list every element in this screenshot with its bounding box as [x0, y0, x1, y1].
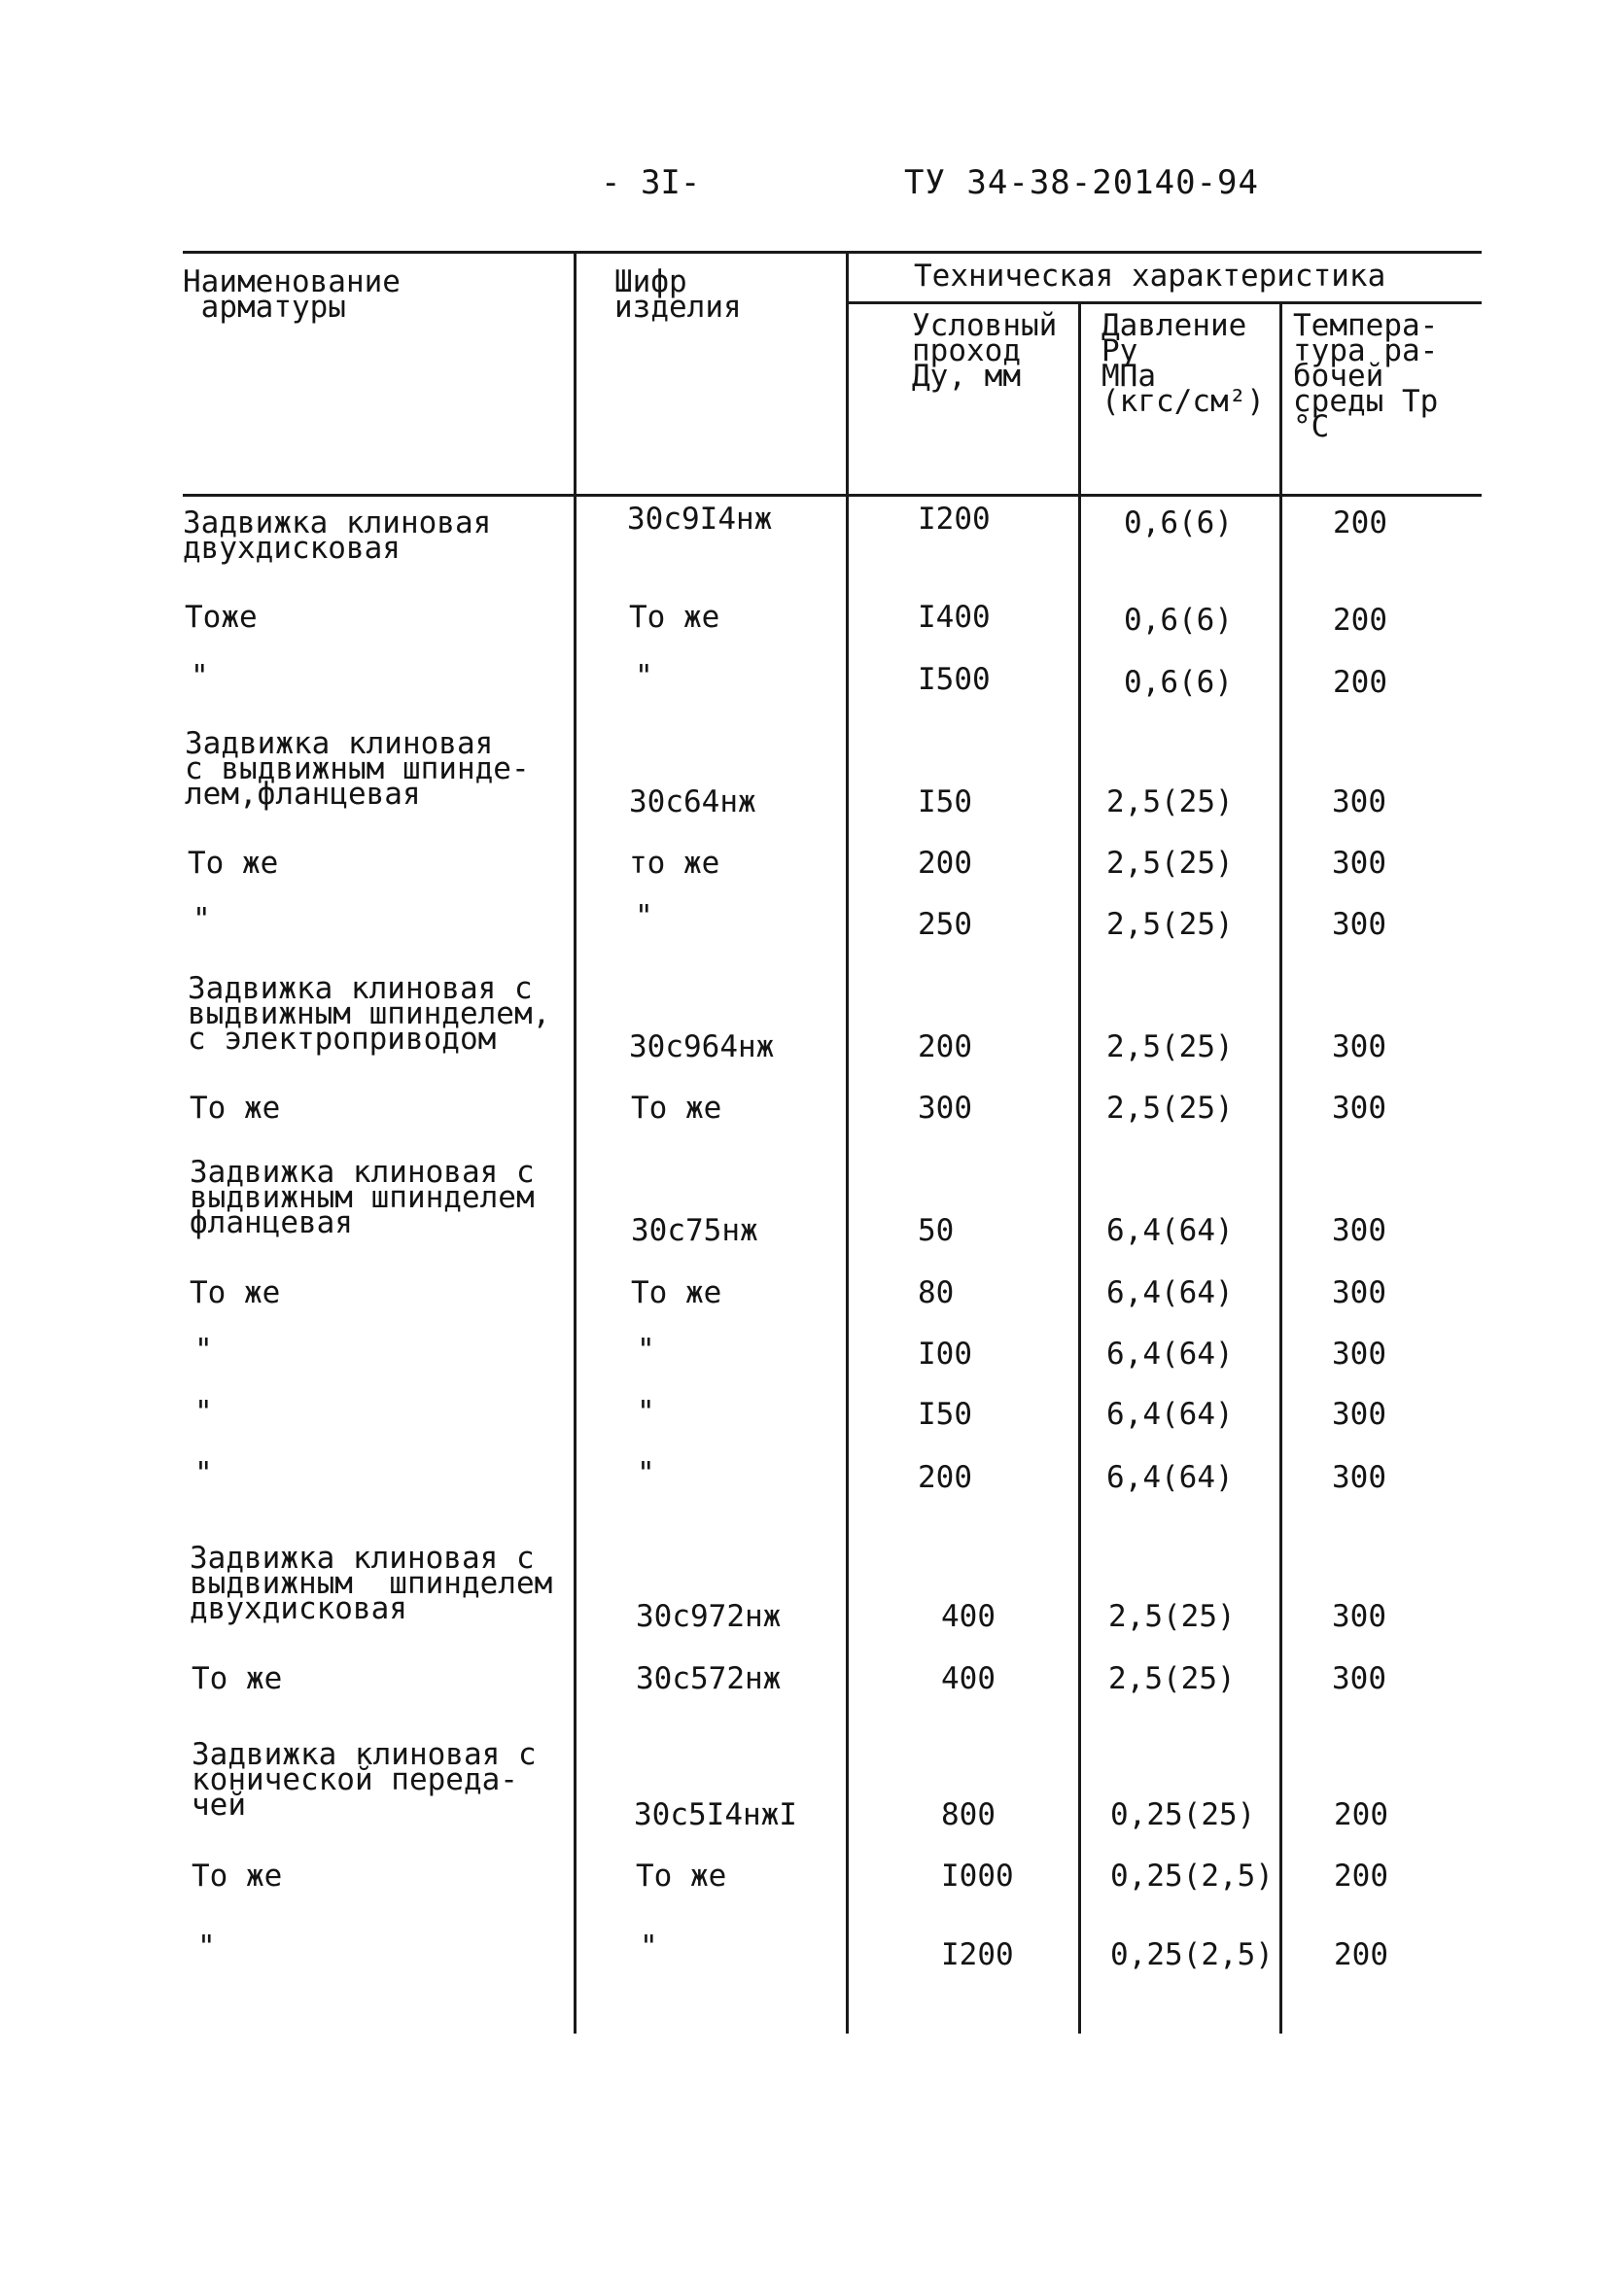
row-14-pressure: 2,5(25)	[1108, 1599, 1236, 1634]
row-16-pressure: 0,25(25)	[1110, 1797, 1256, 1832]
row-14-temperature: 300	[1332, 1599, 1386, 1634]
row-3-code: "	[635, 659, 653, 694]
row-8-temperature: 300	[1332, 1091, 1386, 1126]
row-7-name: Задвижка клиновая с выдвижным шпинделем, с электроприводом	[188, 971, 551, 1057]
row-18-dn: I200	[941, 1937, 1014, 1972]
header-pressure: Давление Ру МПа (кгс/см²)	[1101, 308, 1265, 419]
row-16-name: Задвижка клиновая с конической переда- чей	[192, 1737, 537, 1823]
row-16-dn: 800	[941, 1797, 996, 1832]
row-12-pressure: 6,4(64)	[1106, 1397, 1234, 1432]
row-17-name: То же	[192, 1859, 283, 1894]
row-15-temperature: 300	[1332, 1661, 1386, 1696]
row-12-name: "	[194, 1395, 213, 1430]
row-9-dn: 50	[918, 1213, 955, 1248]
row-10-code: То же	[631, 1275, 722, 1310]
row-9-temperature: 300	[1332, 1213, 1386, 1248]
row-11-pressure: 6,4(64)	[1106, 1337, 1234, 1372]
row-6-name: "	[192, 902, 211, 937]
row-2-name: Тоже	[185, 600, 258, 635]
row-15-code: 30с572нж	[636, 1661, 782, 1696]
row-2-code: То же	[629, 600, 720, 635]
row-13-pressure: 6,4(64)	[1106, 1460, 1234, 1495]
row-1-code: 30с9I4нж	[627, 502, 773, 537]
row-5-dn: 200	[918, 846, 972, 881]
row-14-name: Задвижка клиновая с выдвижным шпинделем двухдисковая	[190, 1541, 553, 1626]
row-3-pressure: 0,6(6)	[1124, 665, 1233, 700]
col-divider-3	[1078, 301, 1081, 2034]
header-code: Шифр изделия	[614, 264, 742, 325]
row-16-temperature: 200	[1334, 1797, 1388, 1832]
row-2-pressure: 0,6(6)	[1124, 603, 1233, 638]
row-10-temperature: 300	[1332, 1275, 1386, 1310]
row-1-pressure: 0,6(6)	[1124, 505, 1233, 540]
page-number: - 3I-	[601, 163, 701, 202]
header-nominal-diameter: Условный проход Ду, мм	[912, 308, 1058, 394]
header-tech-group: Техническая характеристика	[914, 259, 1386, 294]
row-3-dn: I500	[918, 662, 991, 697]
row-4-temperature: 300	[1332, 784, 1386, 819]
row-14-dn: 400	[941, 1599, 996, 1634]
row-6-temperature: 300	[1332, 907, 1386, 942]
row-7-pressure: 2,5(25)	[1106, 1029, 1234, 1064]
header-name: Наименование арматуры	[183, 264, 401, 325]
row-6-pressure: 2,5(25)	[1106, 907, 1234, 942]
header-temperature: Темпера- тура ра- бочей среды Тр °С	[1293, 308, 1439, 444]
row-17-code: То же	[636, 1859, 727, 1894]
row-7-dn: 200	[918, 1029, 972, 1064]
row-18-temperature: 200	[1334, 1937, 1388, 1972]
row-15-pressure: 2,5(25)	[1108, 1661, 1236, 1696]
row-6-code: "	[635, 899, 653, 934]
row-11-name: "	[194, 1333, 213, 1368]
row-3-name: "	[191, 659, 209, 694]
row-5-name: То же	[188, 846, 279, 881]
row-14-code: 30с972нж	[636, 1599, 782, 1634]
col-divider-2	[846, 251, 849, 2034]
row-13-dn: 200	[918, 1460, 972, 1495]
row-16-code: 30с5I4нжI	[634, 1797, 797, 1832]
row-17-temperature: 200	[1334, 1859, 1388, 1894]
row-12-temperature: 300	[1332, 1397, 1386, 1432]
group-header-rule	[848, 301, 1482, 304]
col-divider-1	[574, 251, 577, 2034]
document-code: ТУ 34-38-20140-94	[904, 163, 1259, 202]
row-11-temperature: 300	[1332, 1337, 1386, 1372]
row-8-pressure: 2,5(25)	[1106, 1091, 1234, 1126]
row-9-name: Задвижка клиновая с выдвижным шпинделем фланцевая	[190, 1155, 535, 1240]
row-5-pressure: 2,5(25)	[1106, 846, 1234, 881]
row-15-name: То же	[192, 1661, 283, 1696]
row-15-dn: 400	[941, 1661, 996, 1696]
row-10-name: То же	[190, 1275, 281, 1310]
row-4-name: Задвижка клиновая с выдвижным шпинде- лем,фланцевая	[185, 726, 530, 812]
row-4-pressure: 2,5(25)	[1106, 784, 1234, 819]
row-9-code: 30с75нж	[631, 1213, 758, 1248]
row-17-pressure: 0,25(2,5)	[1110, 1859, 1274, 1894]
row-6-dn: 250	[918, 907, 972, 942]
row-5-temperature: 300	[1332, 846, 1386, 881]
row-8-dn: 300	[918, 1091, 972, 1126]
row-1-dn: I200	[918, 502, 991, 537]
row-1-name: Задвижка клиновая двухдисковая	[183, 505, 492, 566]
col-divider-4	[1279, 301, 1282, 2034]
row-4-code: 30с64нж	[629, 784, 756, 819]
row-18-code: "	[640, 1930, 658, 1965]
row-8-code: То же	[631, 1091, 722, 1126]
row-7-temperature: 300	[1332, 1029, 1386, 1064]
row-5-code: то же	[629, 846, 720, 881]
row-12-code: "	[637, 1395, 655, 1430]
row-4-dn: I50	[918, 784, 972, 819]
row-13-temperature: 300	[1332, 1460, 1386, 1495]
row-13-name: "	[194, 1456, 213, 1491]
row-2-temperature: 200	[1333, 603, 1387, 638]
row-12-dn: I50	[918, 1397, 972, 1432]
row-11-code: "	[637, 1333, 655, 1368]
row-13-code: "	[637, 1456, 655, 1491]
row-8-name: То же	[190, 1091, 281, 1126]
row-1-temperature: 200	[1333, 505, 1387, 540]
table-top-rule	[183, 251, 1482, 254]
row-10-dn: 80	[918, 1275, 955, 1310]
row-2-dn: I400	[918, 600, 991, 635]
row-18-name: "	[197, 1930, 216, 1965]
row-7-code: 30с964нж	[629, 1029, 775, 1064]
row-3-temperature: 200	[1333, 665, 1387, 700]
row-10-pressure: 6,4(64)	[1106, 1275, 1234, 1310]
row-17-dn: I000	[941, 1859, 1014, 1894]
row-18-pressure: 0,25(2,5)	[1110, 1937, 1274, 1972]
header-bottom-rule	[183, 494, 1482, 497]
row-9-pressure: 6,4(64)	[1106, 1213, 1234, 1248]
row-11-dn: I00	[918, 1337, 972, 1372]
